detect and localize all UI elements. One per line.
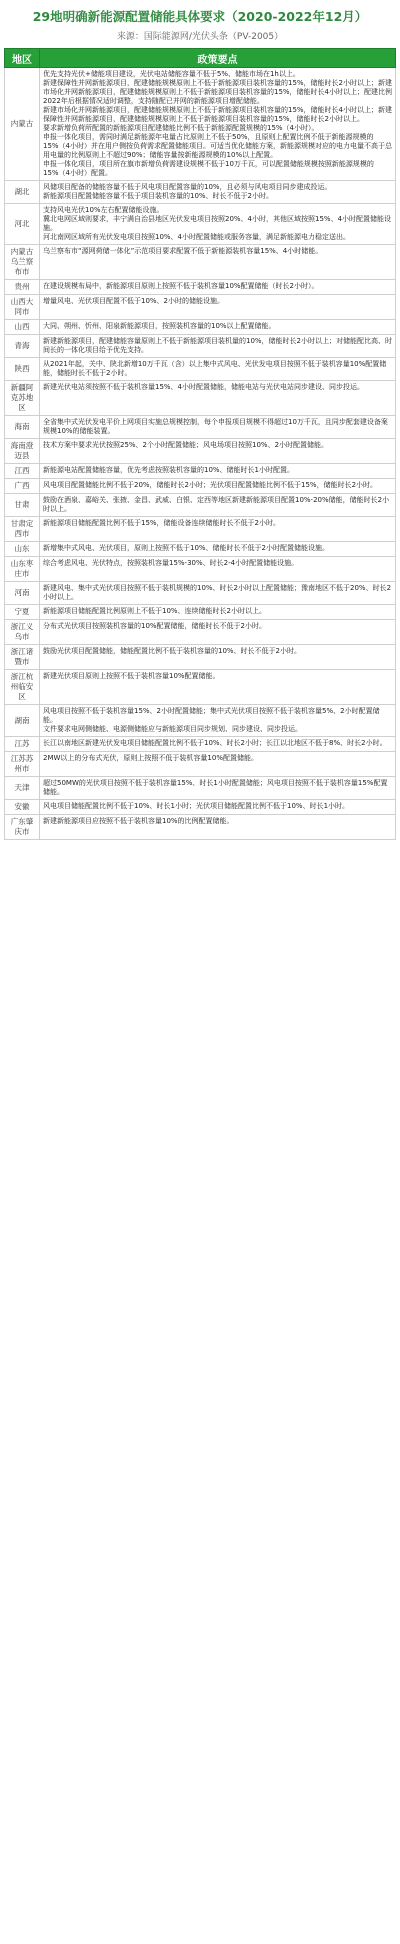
region-cell: 山东 [5, 542, 40, 557]
policy-paragraph: 从2021年起，关中、陕北新增10万千瓦（含）以上集中式风电、光伏发电项目按照不低于装机容量10%配置储能，储能时长不低于2小时。 [43, 360, 387, 377]
region-cell: 山西大同市 [5, 295, 40, 320]
region-cell: 江西 [5, 464, 40, 479]
region-cell: 天津 [5, 777, 40, 800]
policy-column-header: 政策要点 [40, 49, 396, 68]
policy-cell [40, 582, 396, 605]
table-row [5, 416, 396, 439]
policy-cell [40, 280, 396, 295]
policy-cell [40, 494, 396, 517]
region-cell: 安徽 [5, 800, 40, 815]
policy-paragraph: 新建保障性并网新能源项目，配建储能规模原则上不低于新能源项目装机容量的15%，储能时长2小时以上；新建市场化并网新能源项目，配建储能规模原则上不低于新能源项目装机容量的15%，储能时长4小时以上；配建比例2022年后根据情况适时调整，支持随配已并网的新能源项目增配储能。 [43, 79, 393, 105]
table-row [5, 181, 396, 204]
policy-paragraph: 河北南网区域所有光伏发电项目按照10%、4小时配置储能或服务容量，满足新能源电力稳定送出。 [43, 233, 351, 241]
policy-cell [40, 381, 396, 416]
table-row [5, 381, 396, 416]
policy-cell [40, 752, 396, 777]
policy-paragraph: 鼓励在酒泉、嘉峪关、张掖、金昌、武威、白银、定西等地区新建新能源项目配置10%-20%储能，储能时长2小时以上。 [43, 496, 390, 513]
region-cell: 浙江杭州临安区 [5, 670, 40, 705]
policy-paragraph: 长江以南地区新建光伏发电项目储能配置比例不低于10%、时长2小时；长江以北地区不低于8%、时长2小时。 [43, 739, 387, 747]
table-row [5, 557, 396, 582]
table-row [5, 68, 396, 181]
table-row [5, 280, 396, 295]
policy-cell [40, 800, 396, 815]
policy-cell [40, 542, 396, 557]
table-row [5, 777, 396, 800]
policy-paragraph: 大同、朔州、忻州、阳泉新能源项目，按照装机容量的10%以上配置储能。 [43, 322, 276, 330]
policy-paragraph: 全省集中式光伏发电平价上网项目实施总规模控制，每个申报项目规模不得超过10万千瓦，且同步配套建设备案规模10%的储能装置。 [43, 418, 388, 435]
table-row [5, 245, 396, 280]
policy-paragraph: 风电项目按照不低于装机容量15%、2小时配置储能；集中式光伏项目按照不低于装机容量5%、2小时配置储能。 [43, 707, 380, 724]
region-cell: 贵州 [5, 280, 40, 295]
page-title: 29地明确新能源配置储能具体要求（2020-2022年12月） [32, 9, 368, 24]
region-cell: 江苏 [5, 737, 40, 752]
policy-cell [40, 464, 396, 479]
table-row [5, 335, 396, 358]
table-row [5, 464, 396, 479]
region-cell: 山西 [5, 320, 40, 335]
policy-cell [40, 416, 396, 439]
policy-paragraph: 风电项目储能配置比例不低于10%、时长1小时；光伏项目储能配置比例不低于10%、时长1小时。 [43, 802, 350, 810]
table-row [5, 204, 396, 245]
region-cell: 海南 [5, 416, 40, 439]
policy-paragraph: 新能源电站配置储能容量，优先考虑按照装机容量的10%、储能时长1小时配置。 [43, 466, 295, 474]
policy-paragraph: 2MW以上的分布式光伏，原则上按照不低于装机容量10%配置储能。 [43, 754, 258, 762]
policy-cell [40, 479, 396, 494]
region-cell: 河南 [5, 582, 40, 605]
table-row [5, 815, 396, 840]
table-row [5, 605, 396, 620]
source-line: 来源：国际能源网/光伏头条（PV-2005） [116, 32, 284, 42]
policy-paragraph: 新增集中式风电、光伏项目，原则上按照不低于10%、储能时长不低于2小时配置储能设施。 [43, 544, 330, 552]
region-cell: 海南澄迈县 [5, 439, 40, 464]
policy-cell [40, 645, 396, 670]
region-cell: 湖北 [5, 181, 40, 204]
policy-paragraph: 新建市场化并网新能源项目，配建储能规模原则上不低于新能源项目装机容量的15%，储能时长4小时以上；新建保障性并网新能源项目，配建储能规模原则上不低于新能源项目装机容量的15%，储能时长2小时以上。 [43, 106, 393, 123]
table-row [5, 542, 396, 557]
policy-cell [40, 181, 396, 204]
region-cell: 河北 [5, 204, 40, 245]
policy-cell [40, 605, 396, 620]
table-row [5, 494, 396, 517]
policy-paragraph: 文件要求电网侧储能、电源侧储能应与新能源项目同步规划、同步建设、同步投运。 [43, 725, 302, 733]
table-row [5, 358, 396, 381]
region-cell: 宁夏 [5, 605, 40, 620]
policy-paragraph: 新能源项目配置储能容量不低于项目装机容量的10%、时长不低于2小时。 [43, 192, 274, 200]
policy-paragraph: 增量风电、光伏项目配置不低于10%、2小时的储能设施。 [43, 297, 225, 305]
region-cell: 内蒙古乌兰察布市 [5, 245, 40, 280]
policy-paragraph: 技术方案中要求光伏按照25%、2个小时配置储能；风电场项目按照10%、2小时配置储能。 [43, 441, 329, 449]
policy-paragraph: 支持风电光伏10%左右配置储能设施。 [43, 206, 164, 214]
policy-paragraph: 优先支持光伏+储能项目建设，光伏电站储能容量不低于5%、储能市场在1h以上。 [43, 70, 300, 78]
policy-paragraph: 新能源项目储能配置比例不低于15%，储能设备连续储能时长不低于2小时。 [43, 519, 281, 527]
region-cell: 浙江诸暨市 [5, 645, 40, 670]
policy-paragraph: 超过50MW的光伏项目按照不低于装机容量15%、时长1小时配置储能；风电项目按照不低于装机容量15%配置储能。 [43, 779, 388, 796]
region-cell: 陕西 [5, 358, 40, 381]
policy-paragraph: 在建设规模布局中，新能源项目原则上按照不低于装机容量10%配置储能（时长2小时）。 [43, 282, 319, 290]
policy-cell [40, 68, 396, 181]
region-cell: 湖南 [5, 705, 40, 737]
region-cell: 山东枣庄市 [5, 557, 40, 582]
region-cell: 甘肃 [5, 494, 40, 517]
policy-cell [40, 245, 396, 280]
policy-cell [40, 737, 396, 752]
table-row [5, 517, 396, 542]
region-column-header: 地区 [5, 49, 40, 68]
policy-paragraph: 风电项目配置储能比例不低于20%，储能时长2小时；光伏项目配置储能比例不低于15%，储能时长2小时。 [43, 481, 378, 489]
region-cell: 广西 [5, 479, 40, 494]
policy-cell [40, 670, 396, 705]
policy-cell [40, 320, 396, 335]
policy-cell [40, 358, 396, 381]
region-cell: 江苏苏州市 [5, 752, 40, 777]
table-row [5, 295, 396, 320]
policy-paragraph: 冀北电网区域则要求，丰宁满自治县地区光伏发电项目按照20%、4小时，其他区域按照15%、4小时配置储能设施。 [43, 215, 392, 232]
policy-paragraph: 新能源项目储能配置比例原则上不低于10%、连续储能时长2小时以上。 [43, 607, 267, 615]
policy-cell [40, 777, 396, 800]
policy-cell [40, 705, 396, 737]
policy-paragraph: 分布式光伏项目按照装机容量的10%配置储能，储能时长不低于2小时。 [43, 622, 267, 630]
policy-paragraph: 新建新能源项目，配建储能容量原则上不低于新能源项目装机量的10%，储能时长2小时以上；对储能配比高、时间长的一体化项目给予优先支持。 [43, 337, 393, 354]
policy-paragraph: 新建新能源项目应按照不低于装机容量10%的比例配置储能。 [43, 817, 234, 825]
region-cell: 广东肇庆市 [5, 815, 40, 840]
policy-cell [40, 439, 396, 464]
policy-cell [40, 204, 396, 245]
policy-cell [40, 517, 396, 542]
table-row [5, 320, 396, 335]
policy-paragraph: 申报一体化项目，需同时满足新能源年电量占比原则上不低于50%，且原则上配置比例不低于新能源规模的15%（4小时）并在用户侧按负荷需求配置储能项目。可适当优化储能方案，新能源规模对应的电力电量不高于总用电量的比例原则上不超过90%；储能容量按新能源规模的10%以上配置。 [43, 133, 393, 159]
policy-paragraph: 风储项目配备的储能容量不低于风电项目配置容量的10%，且必须与风电项目同步建成投运。 [43, 183, 332, 191]
policy-paragraph: 申报一体化项目，项目所在旗市新增负荷需建设规模不低于10万千瓦，可以配置储能规模按照新能源规模的15%（4小时）配置。 [43, 160, 374, 177]
table-row [5, 737, 396, 752]
policy-cell [40, 557, 396, 582]
policy-paragraph: 鼓励光伏项目配置储能，储能配置比例不低于装机容量的10%、时长不低于2小时。 [43, 647, 302, 655]
policy-paragraph: 新建光伏项目原则上按照不低于装机容量10%配置储能。 [43, 672, 220, 680]
policy-cell [40, 295, 396, 320]
region-cell: 青海 [5, 335, 40, 358]
policy-paragraph: 新建光伏电站须按照不低于装机容量15%、4小时配置储能，储能电站与光伏电站同步建设、同步投运。 [43, 383, 365, 391]
region-cell: 新疆阿克苏地区 [5, 381, 40, 416]
policy-cell [40, 335, 396, 358]
policy-paragraph: 新建风电、集中式光伏项目按照不低于装机规模的10%、时长2小时以上配置储能；豫南地区不低于20%、时长2小时以上。 [43, 584, 392, 601]
table-row [5, 582, 396, 605]
table-row [5, 670, 396, 705]
table-row [5, 439, 396, 464]
policy-paragraph: 综合考虑风电、光伏特点，按照装机容量15%-30%、时长2-4小时配置储能设施。 [43, 559, 299, 567]
region-cell: 浙江义乌市 [5, 620, 40, 645]
table-header-row [5, 49, 396, 68]
table-row [5, 752, 396, 777]
table-row [5, 479, 396, 494]
region-cell: 甘肃定西市 [5, 517, 40, 542]
policy-paragraph: 乌兰察布市“源网荷储一体化”示范项目要求配置不低于新能源装机容量15%、4小时储能。 [43, 247, 323, 255]
policy-cell [40, 815, 396, 840]
table-row [5, 800, 396, 815]
region-cell: 内蒙古 [5, 68, 40, 181]
policy-cell [40, 620, 396, 645]
table-row [5, 705, 396, 737]
policy-table [4, 48, 396, 840]
policy-paragraph: 要求新增负荷所配置的新能源项目配建储能比例不低于新能源配置规模的15%（4小时）。 [43, 124, 319, 132]
table-row [5, 645, 396, 670]
table-row [5, 620, 396, 645]
